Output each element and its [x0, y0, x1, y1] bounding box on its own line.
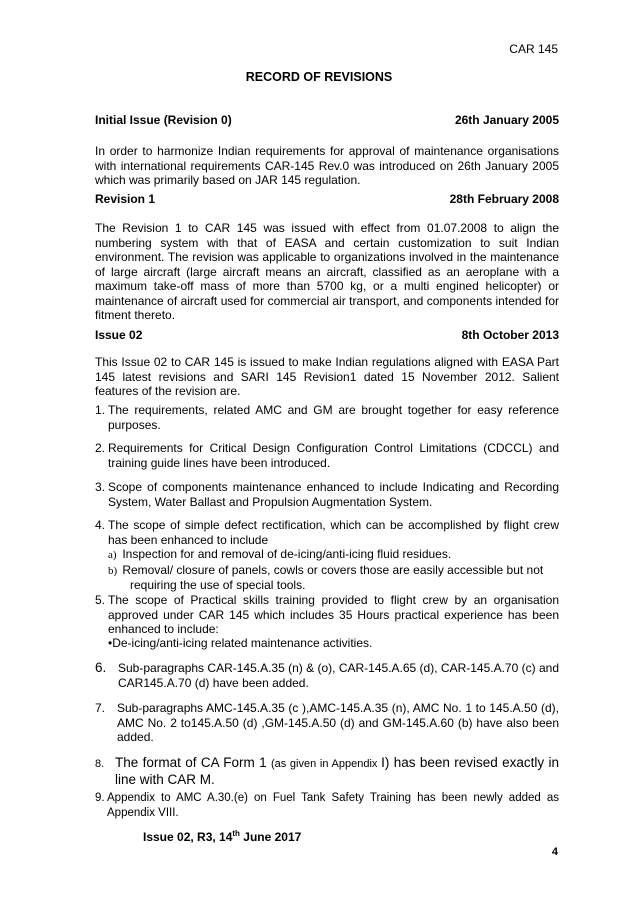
list-item	[95, 518, 559, 593]
list-item-number: 5.	[95, 593, 106, 607]
list-item	[95, 593, 559, 637]
footer-issue-date: June 2017	[239, 830, 302, 844]
sub-list-text-continued: requiring the use of special tools.	[130, 578, 306, 592]
list-item	[95, 701, 559, 745]
section-heading-revision-1	[95, 192, 559, 206]
list-item-text-part: (as given in Appendix	[270, 758, 382, 770]
list-item-text: Requirements for Critical Design Configuration Control Limitations (CDCCL) and training guide lines have been introduced.	[108, 441, 559, 470]
list-item-text: The scope of simple defect rectification, which can be accomplished by flight crew has been enhanced to include	[108, 518, 559, 547]
sub-list-marker: a)	[108, 549, 117, 561]
list-item-text: The scope of Practical skills training provided to flight crew by an organisation approved under CAR 145 which includes 35 Hours practical experience has been enhanced to include:	[108, 593, 559, 636]
list-item-text: Appendix to AMC A.30.(e) on Fuel Tank Safety Training has been newly added as Appendix VIII.	[107, 792, 559, 819]
sub-list-item	[108, 547, 559, 563]
page-title: RECORD OF REVISIONS	[245, 70, 393, 84]
sub-list-text: Removal/ closure of panels, cowls or covers those are easily accessible but not	[122, 562, 544, 577]
list-item	[95, 755, 559, 788]
list-item-text	[115, 755, 559, 788]
bullet-item: •De-icing/anti-icing related maintenance activities.	[108, 636, 373, 650]
sub-list-text: Inspection for and removal of de-icing/anti-icing fluid residues.	[122, 547, 452, 561]
section-paragraph-initial-issue: In order to harmonize Indian requirements for approval of maintenance organisations with international requirements CAR-145 Rev.0 was introduced on 26th January 2005 which was primarily based on JAR 145 regulation.	[95, 144, 559, 187]
section-heading-initial-issue	[95, 113, 559, 127]
list-item-text: Scope of components maintenance enhanced to include Indicating and Recording System, Water Ballast and Propulsion Augmentation System.	[108, 480, 559, 509]
list-item	[95, 480, 559, 509]
list-item-text-part: The format of CA Form 1	[115, 755, 271, 770]
list-item	[95, 441, 559, 470]
page-number: 4	[551, 846, 558, 858]
list-item-text: Sub-paragraphs AMC-145.A.35 (c ),AMC-145.A.35 (n), AMC No. 1 to 145.A.50 (d), AMC No. 2 to145.A.50 (d) ,GM-145.A.50 (d) and GM-145.A.60 (b) have also been added.	[117, 701, 559, 744]
list-item-number: 1.	[95, 403, 106, 417]
section-heading-issue-02	[95, 328, 559, 342]
list-item-text: Sub-paragraphs CAR-145.A.35 (n) & (o), CAR-145.A.65 (d), CAR-145.A.70 (c) and CAR145.A.70 (d) have been added.	[118, 661, 559, 690]
list-item	[95, 791, 559, 820]
sub-list-item	[108, 563, 559, 593]
section-heading-label: Initial Issue (Revision 0)	[95, 113, 232, 127]
list-item	[95, 661, 559, 690]
list-item-number: 8.	[95, 758, 105, 770]
section-paragraph-revision-1: The Revision 1 to CAR 145 was issued with effect from 01.07.2008 to align the numbering system with that of EASA and certain customization to suit Indian environment. The revision was applicable to organizations involved in the maintenance of large aircraft (large aircraft means an aircraft, classified as an aeroplane with a maximum take-off mass of more than 5700 kg, or a multi engined helicopter) or maintenance of aircraft used for commercial air transport, and components intended for fitment thereto.	[95, 221, 559, 322]
section-date: 28th February 2008	[449, 192, 559, 206]
list-item-text-part: I) has been revised exactly in line with CAR M.	[115, 755, 559, 787]
sub-list-marker: b)	[108, 564, 118, 577]
section-date: 8th October 2013	[461, 328, 559, 342]
doc-code-header: CAR 145	[509, 42, 558, 56]
section-heading-label: Issue 02	[95, 328, 143, 342]
list-item-number: 9.	[95, 792, 105, 804]
section-paragraph-issue-02: This Issue 02 to CAR 145 is issued to make Indian regulations aligned with EASA Part 145 latest revisions and SARI 145 Revision1 dated 15 November 2012. Salient features of the revision are.	[95, 355, 559, 398]
list-item-number: 7.	[95, 701, 106, 715]
section-date: 26th January 2005	[454, 113, 559, 127]
issue-footer	[143, 829, 301, 844]
list-item-number: 2.	[95, 441, 106, 455]
list-item-number: 3.	[95, 480, 106, 494]
list-item-number: 4.	[95, 518, 106, 532]
footer-issue-superscript: th	[232, 829, 240, 838]
section-heading-label: Revision 1	[95, 192, 156, 206]
list-item	[95, 403, 559, 432]
footer-issue-text: Issue 02, R3, 14	[143, 830, 233, 844]
list-item-text: The requirements, related AMC and GM are brought together for easy reference purposes.	[108, 403, 559, 432]
list-item-number: 6.	[95, 660, 107, 675]
